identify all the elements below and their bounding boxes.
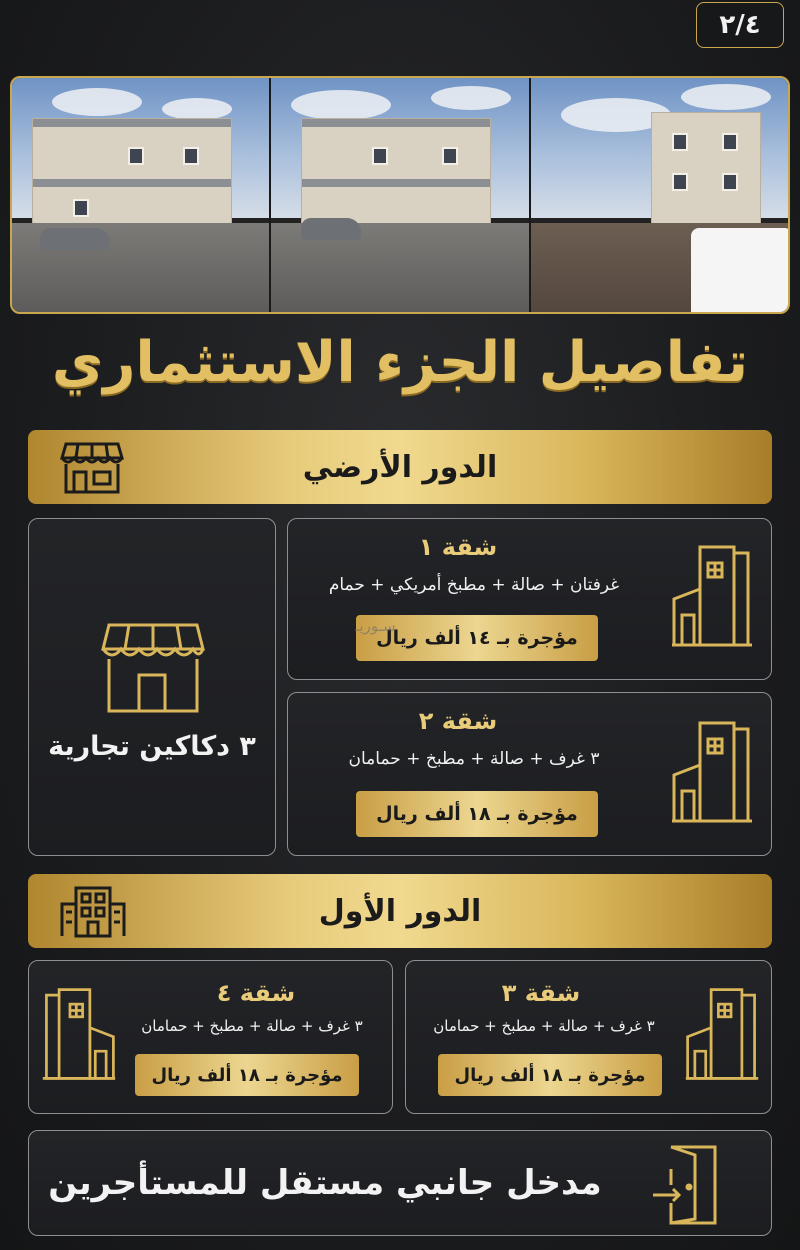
apartment-title: شقة ٣ <box>501 979 581 1007</box>
ground-floor-header <box>28 430 772 504</box>
storefront-icon <box>60 440 124 504</box>
apartment-description: ٣ غرف + صالة + مطبخ + حمامان <box>433 1017 655 1035</box>
apartment-description: ٣ غرف + صالة + مطبخ + حمامان <box>348 749 600 769</box>
storefront-icon <box>99 621 207 719</box>
door-exit-icon <box>651 1141 721 1231</box>
apartment-title: شقة ٢ <box>418 707 498 735</box>
photo-building-side <box>271 78 530 312</box>
rent-badge: مؤجرة بـ ١٤ ألف ريال <box>356 615 598 661</box>
building-icon <box>670 719 754 829</box>
rent-badge: مؤجرة بـ ١٨ ألف ريال <box>356 791 598 837</box>
ground-floor-title: الدور الأرضي <box>302 449 498 485</box>
photo-building-front <box>12 78 271 312</box>
property-photos <box>10 76 790 314</box>
building-icon <box>60 884 126 946</box>
building-icon <box>41 985 117 1087</box>
apartment-card <box>405 960 772 1114</box>
first-floor-title: الدور الأول <box>318 893 482 929</box>
entrance-note: مدخل جانبي مستقل للمستأجرين <box>48 1163 602 1203</box>
shops-label: ٣ دكاكين تجارية <box>48 731 256 762</box>
apartment-title: شقة ١ <box>418 533 498 561</box>
rent-badge: مؤجرة بـ ١٨ ألف ريال <box>135 1054 359 1096</box>
building-icon <box>670 543 754 653</box>
apartment-description: غرفتان + صالة + مطبخ أمريكي + حمام <box>328 575 620 595</box>
first-floor-header <box>28 874 772 948</box>
page-title: تفاصيل الجزء الاستثماري <box>51 330 749 395</box>
rent-badge: مؤجرة بـ ١٨ ألف ريال <box>438 1054 662 1096</box>
entrance-card <box>28 1130 772 1236</box>
apartment-title: شقة ٤ <box>216 979 296 1007</box>
apartment-card <box>287 692 772 856</box>
photo-building-street <box>531 78 788 312</box>
page-indicator: ٢/٤ <box>696 2 784 48</box>
apartment-card <box>287 518 772 680</box>
watermark: سـوريـ <box>355 617 396 635</box>
shops-card <box>28 518 276 856</box>
apartment-description: ٣ غرف + صالة + مطبخ + حمامان <box>141 1017 363 1035</box>
building-icon <box>684 985 760 1087</box>
apartment-card <box>28 960 393 1114</box>
